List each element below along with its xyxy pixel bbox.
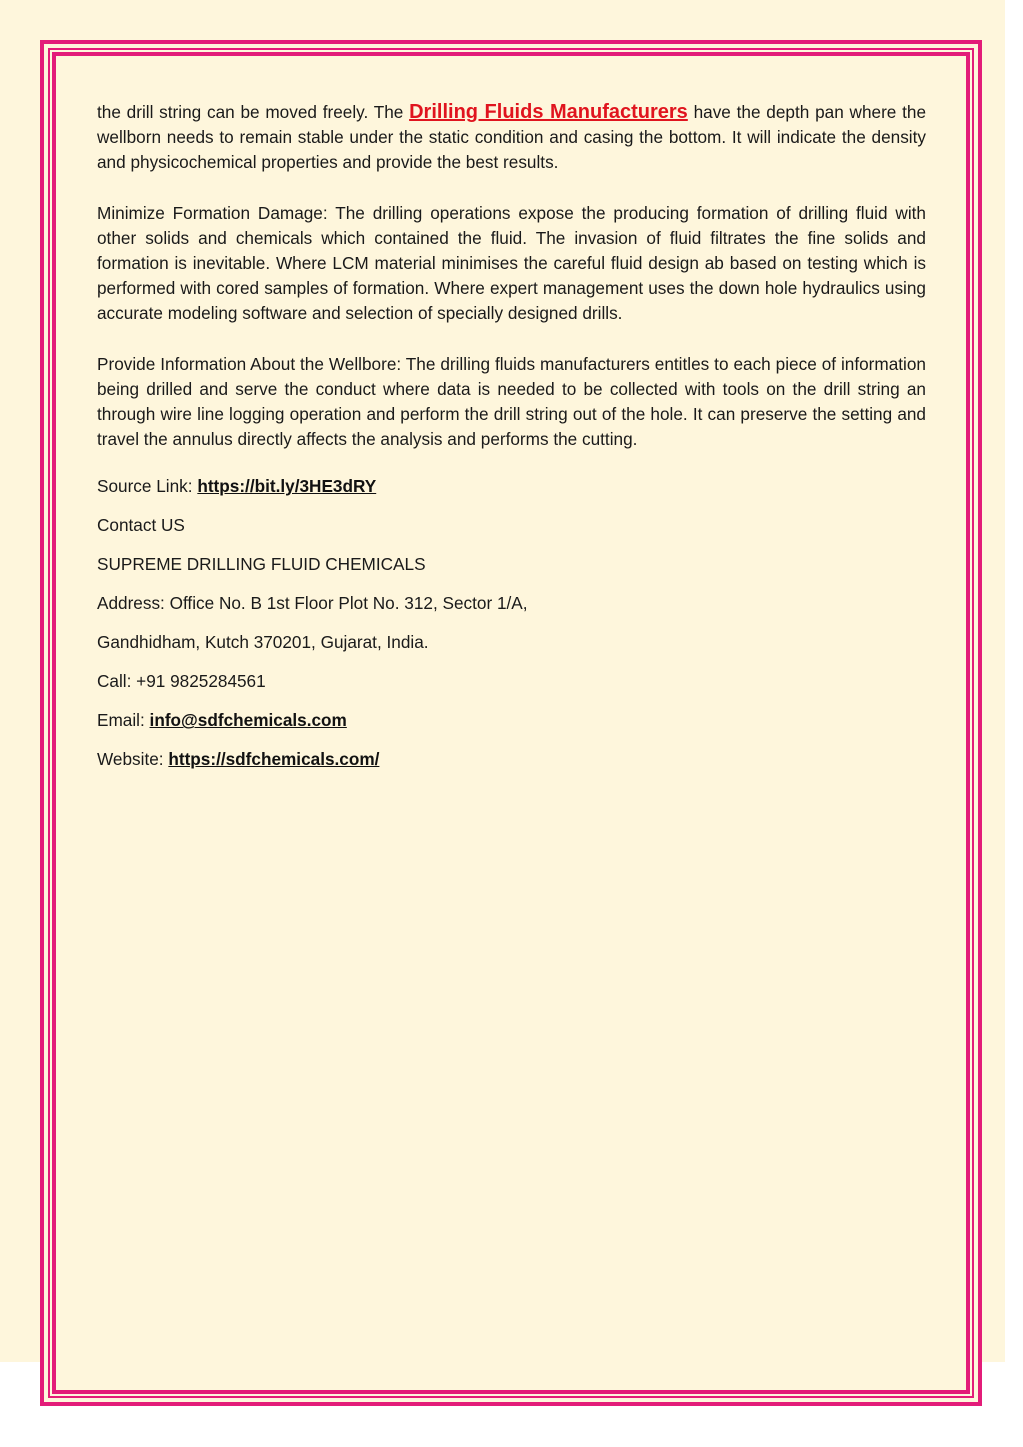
drilling-fluids-manufacturers-link[interactable]: Drilling Fluids Manufacturers bbox=[409, 101, 688, 123]
paragraph-intro bbox=[97, 100, 926, 176]
document-body bbox=[97, 100, 926, 786]
email-label: Email: bbox=[97, 710, 145, 731]
source-link-label: Source Link: bbox=[97, 476, 193, 497]
paragraph-formation-damage: Minimize Formation Damage: The drilling operations expose the producing formation of drilling fluid with other solids and chemicals which contained the fluid. The invasion of fluid filtrates the fine solids and formation is inevitable. Where LCM material minimises the careful fluid design ab based on testing which is performed with cored samples of formation. Where expert management uses the down hole hydraulics using accurate modeling software and selection of specially designed drills. bbox=[97, 202, 926, 324]
paragraph-wellbore-info: Provide Information About the Wellbore: The drilling fluids manufacturers entitles to each piece of information being drilled and serve the conduct where data is needed to be collected with tools on the drill string an through wire line logging operation and perform the drill string out of the hole. It can preserve the setting and travel the annulus directly affects the analysis and performs the cutting. bbox=[97, 353, 926, 450]
company-name: SUPREME DRILLING FLUID CHEMICALS bbox=[97, 554, 426, 575]
paragraph-intro-rest: have the depth pan where the wellborn needs to remain stable under the static condition and casing the bottom. It will indicate the density and physicochemical properties and provide the best results. bbox=[97, 102, 927, 173]
website-link[interactable]: https://sdfchemicals.com/ bbox=[168, 749, 380, 770]
address-line-2: Gandhidham, Kutch 370201, Gujarat, India. bbox=[97, 632, 429, 653]
source-link[interactable]: https://bit.ly/3HE3dRY bbox=[197, 476, 377, 497]
website-line bbox=[97, 747, 926, 786]
email-link[interactable]: info@sdfchemicals.com bbox=[149, 710, 347, 731]
paragraph-intro-start: the drill string can be moved freely. The bbox=[97, 102, 404, 122]
address-line-1: Address: Office No. B 1st Floor Plot No. 312, Sector 1/A, bbox=[97, 593, 528, 614]
email-line bbox=[97, 708, 926, 747]
source-link-line bbox=[97, 474, 926, 513]
contact-us-heading: Contact US bbox=[97, 515, 185, 536]
phone-number: Call: +91 9825284561 bbox=[97, 671, 266, 692]
website-label: Website: bbox=[97, 749, 164, 770]
